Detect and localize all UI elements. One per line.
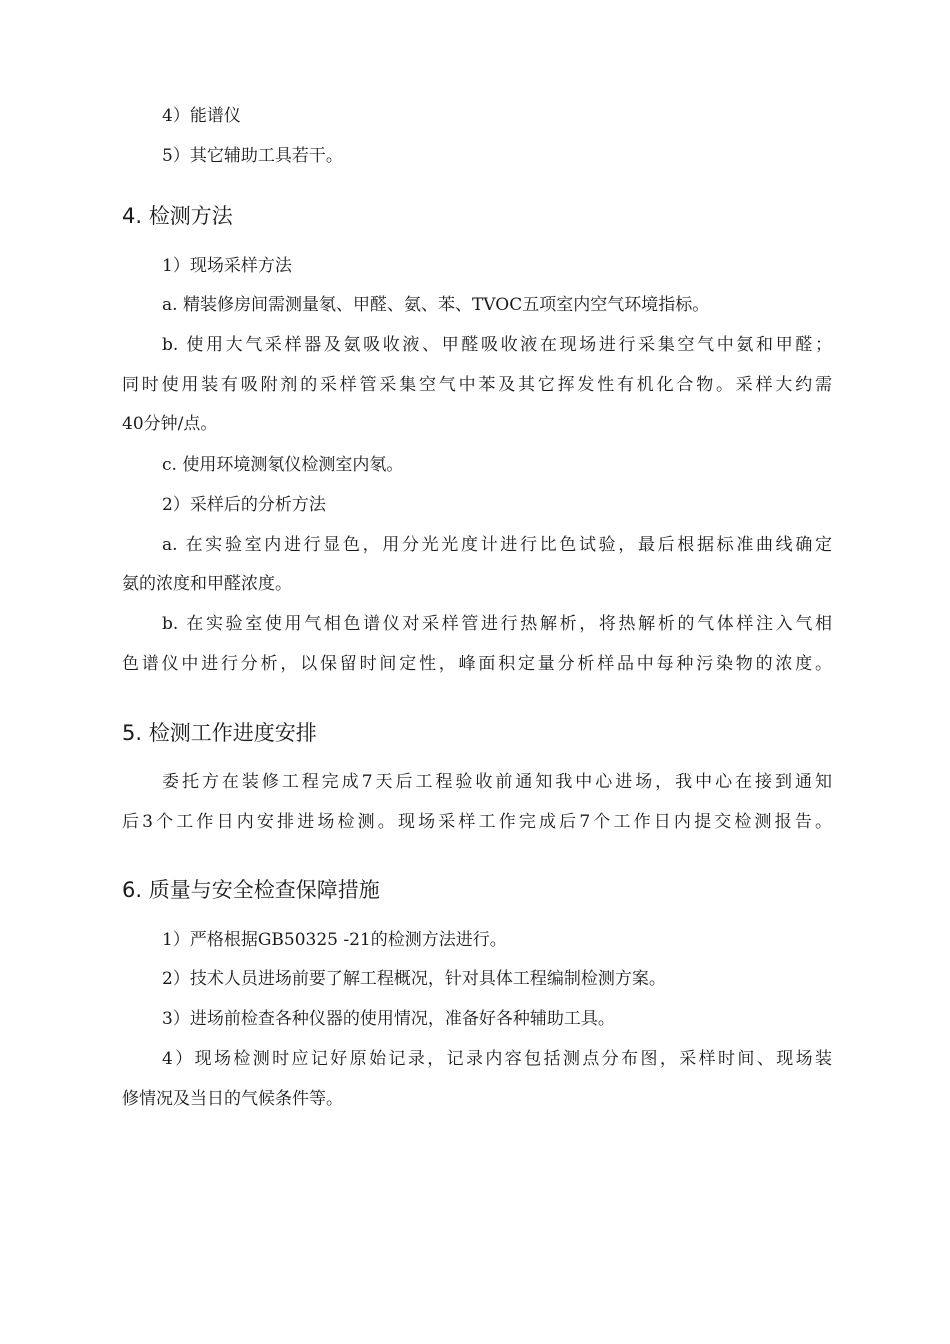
list-item: 5）其它辅助工具若干。 [162, 146, 343, 166]
paragraph-line: b. 使用大气采样器及氨吸收液、甲醛吸收液在现场进行采集空气中氨和甲醛； [162, 335, 832, 355]
section-heading: 5. 检测工作进度安排 [122, 721, 317, 745]
paragraph-line: c. 使用环境测氡仪检测室内氡。 [162, 455, 404, 475]
list-item: 3）进场前检查各种仪器的使用情况，准备好各种辅助工具。 [162, 1009, 615, 1029]
paragraph-line: a. 精装修房间需测量氡、甲醛、氨、苯、TVOC五项室内空气环境指标。 [162, 295, 710, 315]
sub-heading: 1）现场采样方法 [162, 256, 292, 276]
list-item: 4）能谱仪 [162, 106, 241, 126]
paragraph-line: b. 在实验室使用气相色谱仪对采样管进行热解析，将热解析的气体样注入气相 [162, 614, 832, 634]
paragraph-line: 氨的浓度和甲醛浓度。 [122, 574, 292, 594]
paragraph-line: 修情况及当日的气候条件等。 [122, 1089, 343, 1109]
list-item: 1）严格根据GB50325 -21的检测方法进行。 [162, 930, 507, 950]
paragraph-line: 40分钟/点。 [122, 414, 218, 434]
section-heading: 4. 检测方法 [122, 204, 233, 228]
paragraph-line: 后3个工作日内安排进场检测。现场采样工作完成后7个工作日内提交检测报告。 [122, 812, 832, 832]
paragraph-line: 同时使用装有吸附剂的采样管采集空气中苯及其它挥发性有机化合物。采样大约需 [122, 375, 832, 395]
sub-heading: 2）采样后的分析方法 [162, 495, 326, 515]
paragraph-line: 色谱仪中进行分析，以保留时间定性，峰面积定量分析样品中每种污染物的浓度。 [122, 654, 832, 674]
section-heading: 6. 质量与安全检查保障措施 [122, 878, 380, 902]
list-item: 4）现场检测时应记好原始记录，记录内容包括测点分布图，采样时间、现场装 [162, 1049, 832, 1069]
paragraph-line: 委托方在装修工程完成7天后工程验收前通知我中心进场，我中心在接到通知 [162, 772, 832, 792]
list-item: 2）技术人员进场前要了解工程概况，针对具体工程编制检测方案。 [162, 969, 666, 989]
paragraph-line: a. 在实验室内进行显色，用分光光度计进行比色试验，最后根据标准曲线确定 [162, 535, 832, 555]
